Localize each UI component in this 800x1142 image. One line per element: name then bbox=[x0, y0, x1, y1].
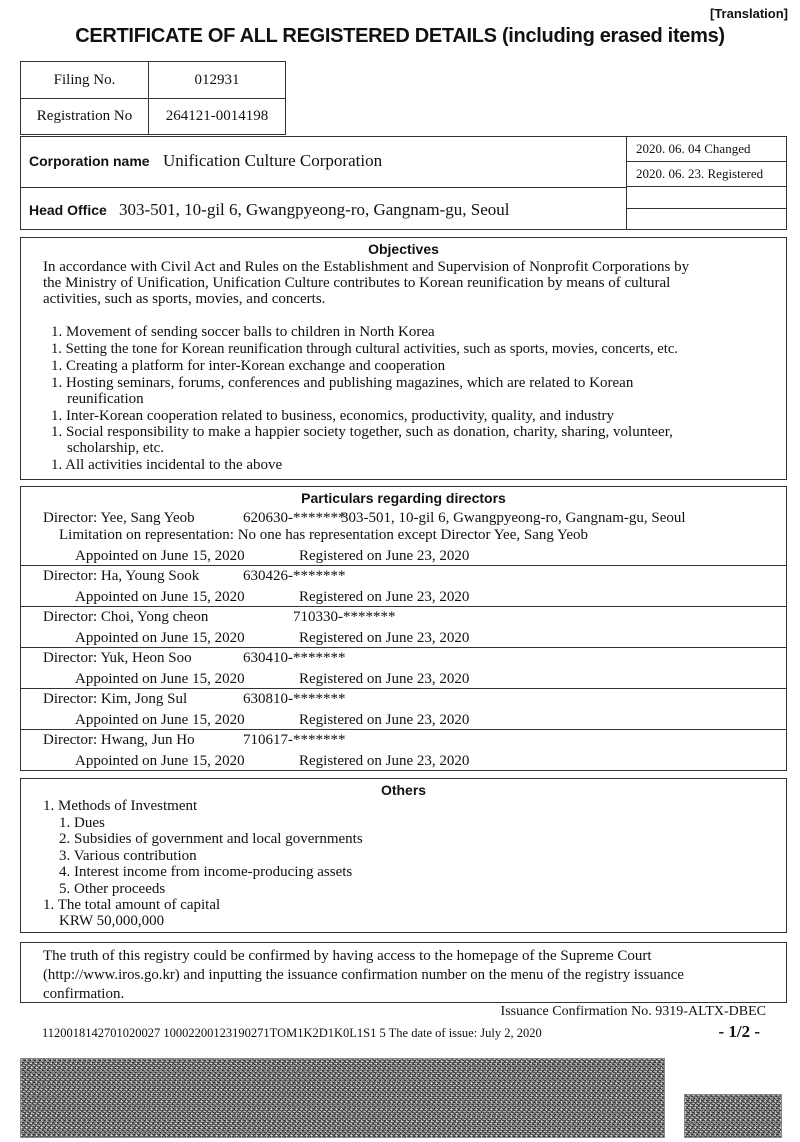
notice-line: The truth of this registry could be confirmed by having access to the homepage of the Supreme Court bbox=[43, 948, 652, 964]
objective-item: 1. All activities incidental to the above bbox=[51, 457, 283, 473]
others-line: 1. Methods of Investment bbox=[43, 798, 198, 814]
objectives-section bbox=[20, 237, 787, 480]
filing-table bbox=[20, 61, 286, 135]
director-name: Director: Yee, Sang Yeob bbox=[43, 510, 195, 526]
registration-value: 264121-0014198 bbox=[165, 107, 269, 124]
registered-date: Registered on June 23, 2020 bbox=[299, 712, 470, 728]
page-number: - 1/2 - bbox=[718, 1022, 760, 1041]
issuance-code-line: 1120018142701020027 10002200123190271TOM1K2D1K0L1S1 5 The date of issue: July 2, 2020 bbox=[42, 1026, 542, 1040]
director-id: 710330-******* bbox=[293, 609, 396, 625]
others-line: 4. Interest income from income-producing assets bbox=[59, 864, 353, 880]
registered-date: Registered on June 23, 2020 bbox=[299, 589, 470, 605]
objective-item: 1. Movement of sending soccer balls to children in North Korea bbox=[51, 324, 435, 340]
notice-line: (http://www.iros.go.kr) and inputting the issuance confirmation number on the menu of the registry issuance bbox=[43, 967, 684, 983]
directors-section bbox=[20, 486, 787, 771]
filing-row bbox=[21, 62, 285, 99]
corporation-name-value: Unification Culture Corporation bbox=[163, 151, 383, 170]
registered-date: Registered on June 23, 2020 bbox=[299, 671, 470, 687]
head-office-value: 303-501, 10-gil 6, Gwangpyeong-ro, Gangnam-gu, Seoul bbox=[119, 200, 510, 219]
registered-note: 2020. 06. 23. Registered bbox=[627, 162, 787, 187]
corporation-box bbox=[20, 136, 787, 230]
others-line: KRW 50,000,000 bbox=[59, 913, 165, 929]
appointed-date: Appointed on June 15, 2020 bbox=[75, 630, 245, 646]
others-line: 5. Other proceeds bbox=[59, 881, 166, 897]
others-section bbox=[20, 778, 787, 933]
director-name: Director: Ha, Young Sook bbox=[43, 568, 200, 584]
history-column bbox=[626, 137, 787, 229]
director-id: 630810-******* bbox=[243, 691, 346, 707]
director-id: 630426-******* bbox=[243, 568, 346, 584]
others-line: 1. Dues bbox=[59, 815, 105, 831]
empty-history-cell bbox=[627, 187, 787, 209]
appointed-date: Appointed on June 15, 2020 bbox=[75, 712, 245, 728]
registration-label: Registration No bbox=[21, 98, 149, 134]
director-separator bbox=[21, 688, 786, 689]
director-address: 303-501, 10-gil 6, Gwangpyeong-ro, Gangnam-gu, Seoul bbox=[341, 510, 686, 526]
corp-divider bbox=[21, 187, 626, 188]
others-title: Others bbox=[380, 782, 427, 798]
filing-label: Filing No. bbox=[21, 62, 149, 98]
director-name: Director: Choi, Yong cheon bbox=[43, 609, 209, 625]
objectives-intro-line: activities, such as sports, movies, and concerts. bbox=[43, 291, 326, 307]
objectives-title: Objectives bbox=[368, 241, 439, 257]
appointed-date: Appointed on June 15, 2020 bbox=[75, 589, 245, 605]
notice-line: confirmation. bbox=[43, 986, 125, 1002]
director-name: Director: Hwang, Jun Ho bbox=[43, 732, 195, 748]
document-title: CERTIFICATE OF ALL REGISTERED DETAILS (including erased items) bbox=[75, 25, 725, 47]
security-seal-pattern bbox=[684, 1094, 782, 1138]
notice-box bbox=[20, 942, 787, 1003]
director-separator bbox=[21, 606, 786, 607]
director-id: 710617-******* bbox=[243, 732, 346, 748]
changed-note: 2020. 06. 04 Changed bbox=[627, 137, 787, 162]
security-pattern bbox=[20, 1058, 665, 1138]
registered-date: Registered on June 23, 2020 bbox=[299, 630, 470, 646]
objective-item-continued: reunification bbox=[67, 391, 144, 407]
registered-date: Registered on June 23, 2020 bbox=[299, 548, 470, 564]
objective-item-continued: scholarship, etc. bbox=[67, 440, 165, 456]
others-line: 2. Subsidies of government and local governments bbox=[59, 831, 363, 847]
objectives-intro-line: In accordance with Civil Act and Rules on the Establishment and Supervision of Nonprofit Corporations by bbox=[43, 259, 690, 275]
appointed-date: Appointed on June 15, 2020 bbox=[75, 753, 245, 769]
representation-limitation: Limitation on representation: No one has representation except Director Yee, Sang Yeob bbox=[59, 527, 589, 543]
registered-date: Registered on June 23, 2020 bbox=[299, 753, 470, 769]
director-id: 620630-******* bbox=[243, 510, 346, 526]
director-separator bbox=[21, 647, 786, 648]
translation-tag: [Translation] bbox=[709, 6, 788, 21]
director-name: Director: Kim, Jong Sul bbox=[43, 691, 188, 707]
head-office-label: Head Office bbox=[29, 202, 107, 218]
filing-value: 012931 bbox=[194, 71, 240, 88]
others-line: 1. The total amount of capital bbox=[43, 897, 221, 913]
objective-item: 1. Hosting seminars, forums, conferences and publishing magazines, which are related to Korean bbox=[51, 375, 634, 391]
director-separator bbox=[21, 729, 786, 730]
objective-item: 1. Social responsibility to make a happier society together, such as donation, charity, sharing, volunteer, bbox=[51, 424, 673, 440]
director-separator bbox=[21, 565, 786, 566]
objective-item: 1. Inter-Korean cooperation related to business, economics, productivity, quality, and industry bbox=[51, 408, 615, 424]
appointed-date: Appointed on June 15, 2020 bbox=[75, 548, 245, 564]
others-line: 3. Various contribution bbox=[59, 848, 197, 864]
objective-item: 1. Setting the tone for Korean reunification through cultural activities, such as sports, movies, concerts, etc. bbox=[51, 341, 678, 357]
director-id: 630410-******* bbox=[243, 650, 346, 666]
appointed-date: Appointed on June 15, 2020 bbox=[75, 671, 245, 687]
objectives-intro-line: the Ministry of Unification, Unification Culture contributes to Korean reunification by means of cultural bbox=[43, 275, 671, 291]
registration-row bbox=[21, 98, 285, 134]
corporation-name-label: Corporation name bbox=[29, 153, 150, 169]
issuance-confirmation: Issuance Confirmation No. 9319-ALTX-DBEC bbox=[500, 1004, 766, 1019]
director-name: Director: Yuk, Heon Soo bbox=[43, 650, 192, 666]
objective-item: 1. Creating a platform for inter-Korean exchange and cooperation bbox=[51, 358, 446, 374]
directors-title: Particulars regarding directors bbox=[301, 490, 506, 506]
